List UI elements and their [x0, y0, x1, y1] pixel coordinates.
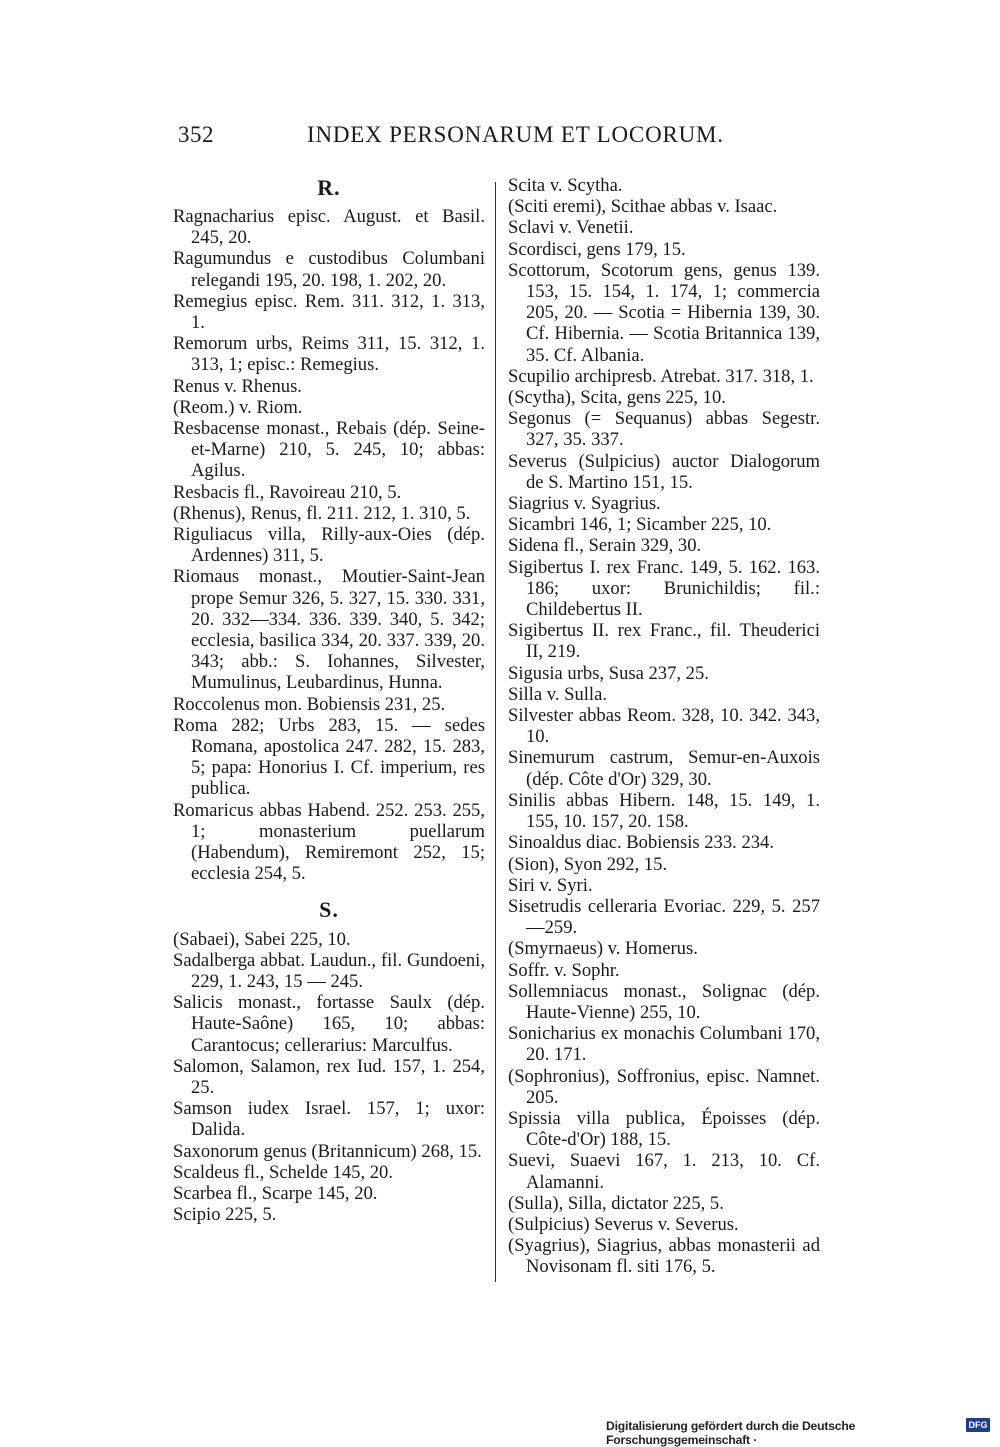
- index-entry: Resbacense monast., Rebais (dép. Seine-et-Marne) 210, 5. 245, 10; abbas: Agilus.: [173, 418, 485, 482]
- entries-right-list: [508, 175, 820, 1278]
- page-number: 352: [178, 122, 214, 147]
- index-entry: Ragumundus e custodibus Columbani relegandi 195, 20. 198, 1. 202, 20.: [173, 248, 485, 291]
- index-entry: Romaricus abbas Habend. 252. 253. 255, 1; monasterium puellarum (Habendum), Remiremont 252, 15; ecclesia 254, 5.: [173, 799, 485, 885]
- index-entry: (Smyrnaeus) v. Homerus.: [508, 938, 698, 960]
- index-entry: Siagrius v. Syagrius.: [508, 493, 661, 515]
- index-entry: Riguliacus villa, Rilly-aux-Oies (dép. Ardennes) 311, 5.: [173, 524, 485, 567]
- entries-r-list: [173, 206, 485, 885]
- index-entry: Sigibertus II. rex Franc., fil. Theuderici II, 219.: [508, 620, 820, 663]
- index-entry: Sadalberga abbat. Laudun., fil. Gundoeni, 229, 1. 243, 15 — 245.: [173, 949, 485, 992]
- index-entry: Scaldeus fl., Schelde 145, 20.: [173, 1161, 393, 1183]
- entries-s-list: [173, 929, 485, 1226]
- index-entry: Sisetrudis celleraria Evoriac. 229, 5. 257—259.: [508, 895, 820, 939]
- index-entry: Scita v. Scytha.: [508, 175, 623, 196]
- index-entry: Renus v. Rhenus.: [173, 375, 302, 397]
- index-entry: Sinemurum castrum, Semur-en-Auxois (dép. Côte d'Or) 329, 30.: [508, 747, 820, 790]
- section-heading-r: R.: [317, 175, 341, 200]
- index-entry: Sinoaldus diac. Bobiensis 233. 234.: [508, 832, 774, 854]
- index-entry: Suevi, Suaevi 167, 1. 213, 10. Cf. Alamanni.: [508, 1150, 820, 1193]
- index-entry: Severus (Sulpicius) auctor Dialogorum de S. Martino 151, 15.: [508, 450, 820, 493]
- index-entry: Sidena fl., Serain 329, 30.: [508, 535, 702, 557]
- dfg-logo: [966, 1418, 990, 1432]
- index-entry: Silla v. Sulla.: [508, 683, 607, 705]
- index-entry: Scordisci, gens 179, 15.: [508, 238, 686, 260]
- index-entry: (Sophronius), Soffronius, episc. Namnet. 205.: [508, 1065, 820, 1108]
- index-entry: Remegius episc. Rem. 311. 312, 1. 313, 1.: [173, 290, 485, 334]
- index-column-left: [173, 175, 485, 1225]
- index-entry: (Sulpicius) Severus v. Severus.: [508, 1213, 739, 1235]
- index-entry: Sigibertus I. rex Franc. 149, 5. 162. 163. 186; uxor: Brunichildis; fil.: Childebertus II.: [508, 556, 820, 621]
- index-entry: Sinilis abbas Hibern. 148, 15. 149, 1. 155, 10. 157, 20. 158.: [508, 789, 820, 833]
- index-column-right: [508, 175, 820, 1278]
- index-entry: Riomaus monast., Moutier-Saint-Jean prope Semur 326, 5. 327, 15. 330. 331, 20. 332—334. 336. 339. 340, 5. 342; ecclesia, basilica 334, 20. 337. 339, 20. 343; abb.: S. Iohannes, Silvester, Mumulinus, Leubardinus, Hunna.: [173, 566, 485, 694]
- index-entry: Sigusia urbs, Susa 237, 25.: [508, 662, 709, 684]
- index-entry: Salomon, Salamon, rex Iud. 157, 1. 254, 25.: [173, 1055, 485, 1098]
- index-entry: Sclavi v. Venetii.: [508, 217, 634, 239]
- index-entry: Spissia villa publica, Époisses (dép. Côte-d'Or) 188, 15.: [508, 1107, 820, 1151]
- index-entry: Samson iudex Israel. 157, 1; uxor: Dalida.: [173, 1098, 485, 1141]
- index-entry: Silvester abbas Reom. 328, 10. 342. 343, 10.: [508, 705, 820, 748]
- index-entry: (Sulla), Silla, dictator 225, 5.: [508, 1192, 724, 1214]
- column-divider: [495, 182, 496, 1282]
- index-entry: Sollemniacus monast., Solignac (dép. Haute-Vienne) 255, 10.: [508, 980, 820, 1023]
- index-entry: Siri v. Syri.: [508, 874, 593, 896]
- digitization-credit: Digitalisierung gefördert durch die Deutsche Forschungsgemeinschaft ·: [606, 1419, 856, 1447]
- index-entry: Remorum urbs, Reims 311, 15. 312, 1. 313, 1; episc.: Remegius.: [173, 333, 485, 376]
- index-entry: Scupilio archipresb. Atrebat. 317. 318, 1.: [508, 365, 814, 387]
- index-entry: (Reom.) v. Riom.: [173, 396, 303, 418]
- index-entry: (Sabaei), Sabei 225, 10.: [173, 928, 351, 950]
- index-entry: Sonicharius ex monachis Columbani 170, 20. 171.: [508, 1023, 820, 1066]
- index-entry: Sicambri 146, 1; Sicamber 225, 10.: [508, 514, 772, 536]
- index-entry: Segonus (= Sequanus) abbas Segestr. 327, 35. 337.: [508, 408, 820, 451]
- section-heading-s: S.: [319, 896, 339, 922]
- index-entry: Saxonorum genus (Britannicum) 268, 15.: [173, 1140, 482, 1162]
- index-entry: Roccolenus mon. Bobiensis 231, 25.: [173, 693, 446, 715]
- index-entry: (Scytha), Scita, gens 225, 10.: [508, 387, 726, 409]
- index-entry: Salicis monast., fortasse Saulx (dép. Haute-Saône) 165, 10; abbas: Carantocus; cellerarius: Marculfus.: [173, 992, 485, 1056]
- index-entry: Scipio 225, 5.: [173, 1204, 277, 1226]
- index-entry: Soffr. v. Sophr.: [508, 959, 620, 981]
- dfg-logo-text: DFG: [968, 1420, 988, 1430]
- index-entry: Resbacis fl., Ravoireau 210, 5.: [173, 481, 402, 503]
- index-entry: Ragnacharius episc. August. et Basil. 245, 20.: [173, 206, 485, 249]
- running-header: [0, 116, 1000, 156]
- running-title: INDEX PERSONARUM ET LOCORUM.: [307, 122, 724, 147]
- index-entry: (Rhenus), Renus, fl. 211. 212, 1. 310, 5.: [173, 502, 471, 524]
- index-entry: Scarbea fl., Scarpe 145, 20.: [173, 1182, 378, 1204]
- index-entry: Scottorum, Scotorum gens, genus 139. 153, 15. 154, 1. 174, 1; commercia 205, 20. — Scotia = Hibernia 139, 30. Cf. Hibernia. — Scotia Britannica 139, 35. Cf. Albania.: [508, 259, 820, 366]
- index-entry: (Sion), Syon 292, 15.: [508, 853, 668, 875]
- index-entry: (Sciti eremi), Scithae abbas v. Isaac.: [508, 196, 778, 218]
- index-entry: (Syagrius), Siagrius, abbas monasterii ad Novisonam fl. siti 176, 5.: [508, 1235, 820, 1278]
- index-entry: Roma 282; Urbs 283, 15. — sedes Romana, apostolica 247. 282, 15. 283, 5; papa: Honorius I. Cf. imperium, res publica.: [173, 714, 485, 800]
